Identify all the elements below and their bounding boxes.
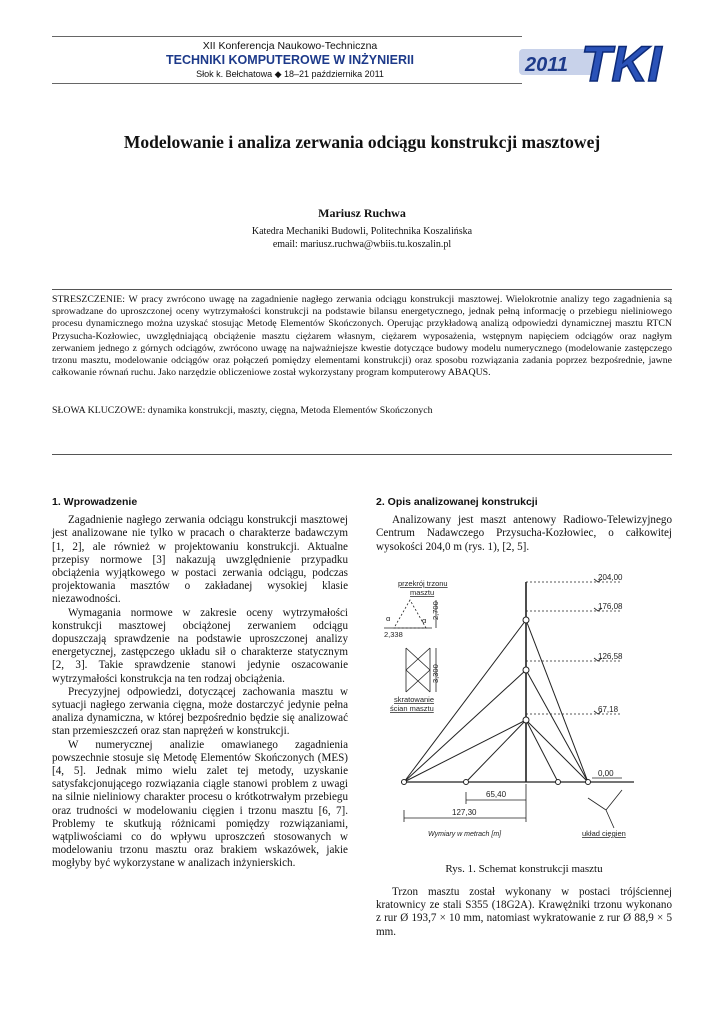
section-heading-introduction: 1. Wprowadzenie [52, 496, 138, 508]
guy-cable [526, 670, 588, 782]
header-rule-top [52, 36, 522, 37]
abstract: STRESZCZENIE: W pracy zwrócono uwagę na zagadnienie nagłego zerwania odciągu konstrukcji masztowej. Wielokrotnie analizy tego zagadnienia są sprowadzane do uproszczonej oceny wytrzymałości konstrukcji na podstawie bilansu energetycznego, jednak pełną informację o przebiegu nieliniowego procesu dynamicznego można uzyskać stosując Metodę Elementów Skończonych. Operując przykładową analizą odpowiedzi dynamicznej masztu RTCN Przysucha-Kozłowiec, uwzględniającą obciążenie masztu ciężarem własnym, ciężarem wyposażenia, wstępnym napięciem odciągów oraz nagłym zerwaniem jednego z górnych odciągów, zwrócono uwagę na najważniejsze kwestie dotyczące budowy modelu numerycznego (modelowanie zastępczego trzonu masztu, modelowanie odciągów oraz połączeń pomiędzy elementami konstrukcji) oraz sposobu rozwiązania zadania poprzez bezpośrednie, jawne całkowanie równań ruchu. Jako narzędzie obliczeniowe został wykorzystany program komputerowy ABAQUS. [52, 294, 672, 379]
guy-attachment-node [523, 617, 529, 623]
abstract-rule-top [52, 289, 672, 290]
conference-location: Słok k. Bełchatowa ◆ 18–21 października 2011 [196, 69, 384, 79]
dim-label: 127,30 [452, 808, 477, 817]
alpha-label: α [422, 616, 427, 625]
right-column-top [376, 496, 672, 554]
bracing-label-2: ścian masztu [390, 704, 434, 713]
anchor-node [402, 780, 407, 785]
alpha-label: α [386, 614, 391, 623]
paragraph: Analizowany jest maszt antenowy Radiowo-Telewizyjnego Centrum Nadawczego Przysucha-Kozłowiec, o całkowitej wysokości 204,0 m (rys. 1), [2, 5]. [376, 514, 672, 553]
units-note: Wymiary w metrach [m] [428, 831, 502, 838]
guy-cable [526, 720, 558, 782]
header-rule-bottom [52, 83, 522, 84]
section-heading-structure: 2. Opis analizowanej konstrukcji [376, 496, 538, 508]
right-column-bottom [376, 886, 672, 939]
level-label: 126,58 [598, 652, 623, 661]
svg-text:2011: 2011 [525, 54, 569, 76]
paragraph: Precyzyjnej odpowiedzi, dotyczącej zachowania masztu w sytuacji nagłego zerwania cięgna, może dostarczyć jedynie pełna analiza dynamiczna, w której bezpośrednio będzie się analizować stan przemieszczeń oraz stan naprężeń w konstrukcji. [52, 685, 348, 738]
level-label: 176,08 [598, 602, 623, 611]
bracing-label-1: skratowanie [394, 695, 435, 704]
abstract-rule-bottom [52, 454, 672, 455]
guy-cable [404, 720, 526, 782]
guy-cable [526, 720, 588, 782]
anchor-node [464, 780, 469, 785]
conference-name: XII Konferencja Naukowo-Techniczna [202, 40, 378, 52]
tki-logo [515, 35, 665, 93]
paragraph: Trzon masztu został wykonany w postaci trójściennej kratownicy ze stali S355 (18G2A). Krawężniki trzonu wykonano z rur Ø 193,7 × 10 mm, natomiast wykratowanie z rur Ø 88,9 × 5 mm. [376, 886, 672, 938]
mast-schematic-figure [376, 570, 672, 842]
guy-attachment-node [523, 717, 529, 723]
paper-title: Modelowanie i analiza zerwania odciągu konstrukcji masztowej [123, 132, 601, 152]
cross-section-label-1: przekrój trzonu [398, 579, 448, 588]
left-column [52, 496, 348, 871]
anchor-node [586, 780, 591, 785]
paragraph: Zagadnienie nagłego zerwania odciągu konstrukcji masztowej jest analizowane nie tylko w pracach o charakterze badawczym [1, 2], ale również w projektowaniu konstrukcji. Aktualne przepisy normowe [3] nakazują uwzględnienie przypadku obciążenia wyjątkowego w postaci zerwania odciągu, podczas projektowania masztów o zakładanej wysokiej klasie niezawodności. [52, 514, 348, 606]
conference-title: TECHNIKI KOMPUTEROWE W INŻYNIERII [166, 53, 414, 67]
svg-text:TKI: TKI [581, 36, 662, 92]
figure-caption: Rys. 1. Schemat konstrukcji masztu [445, 863, 603, 875]
level-label: 0,00 [598, 769, 614, 778]
level-label: 204,00 [598, 573, 623, 582]
dim-label: 2,700 [431, 601, 440, 620]
anchor-node [556, 780, 561, 785]
guy-attachment-node [523, 667, 529, 673]
author-email[interactable]: email: mariusz.ruchwa@wbiis.tu.koszalin.pl [272, 239, 452, 250]
dim-label: 2,338 [384, 630, 403, 639]
paragraph: W numerycznej analizie omawianego zagadnienia powszechnie stosuje się Metodę Elementów Skończonych (MES) [4, 5]. Jednak mimo wielu zalet tej metody, uzyskanie satysfakcjonującego rozwiązania ciągle stanowi problem z uwagi na silnie nieliniowy charakter procesu o krótkotrwałym przebiegu oraz trudności w modelowaniu cięgien i trzonu masztu [6, 7]. Problemy te skutkują różnicami pomiędzy rozwiązaniami, wątpliwościami co do wpływu uproszczeń stosowanych w modelowaniu trzonu masztu oraz brakiem wskazówek, jakie mogłyby być wykorzystane w analizach inżynierskich. [52, 738, 348, 870]
dim-label: 65,40 [486, 790, 507, 799]
keywords: SŁOWA KLUCZOWE: dynamika konstrukcji, maszty, cięgna, Metoda Elementów Skończonych [52, 405, 433, 416]
level-label: 67,18 [598, 705, 619, 714]
guy-cable [404, 670, 526, 782]
cross-section-label-2: masztu [410, 588, 435, 597]
affiliation [52, 225, 672, 251]
guy-cable [466, 720, 526, 782]
affiliation-department: Katedra Mechaniki Budowli, Politechnika Koszalińska [251, 226, 473, 237]
cable-layout-label: układ cięgien [582, 829, 626, 838]
dim-label: 3,300 [431, 664, 440, 683]
guy-cable [526, 620, 588, 782]
author-name: Mariusz Ruchwa [318, 206, 406, 220]
paragraph: Wymagania normowe w zakresie oceny wytrzymałości konstrukcji masztowej obciążonej zerwaniem odciągu dopuszczają sprawdzenie na podstawie uproszczonej analizy energetycznej, zastępczego układu sił o charakterze statycznym [2, 3]. Takie sprawdzenie stanowi jedynie oszacowanie wytrzymałości konstrukcja na ten rodzaj obciążenia. [52, 606, 348, 685]
